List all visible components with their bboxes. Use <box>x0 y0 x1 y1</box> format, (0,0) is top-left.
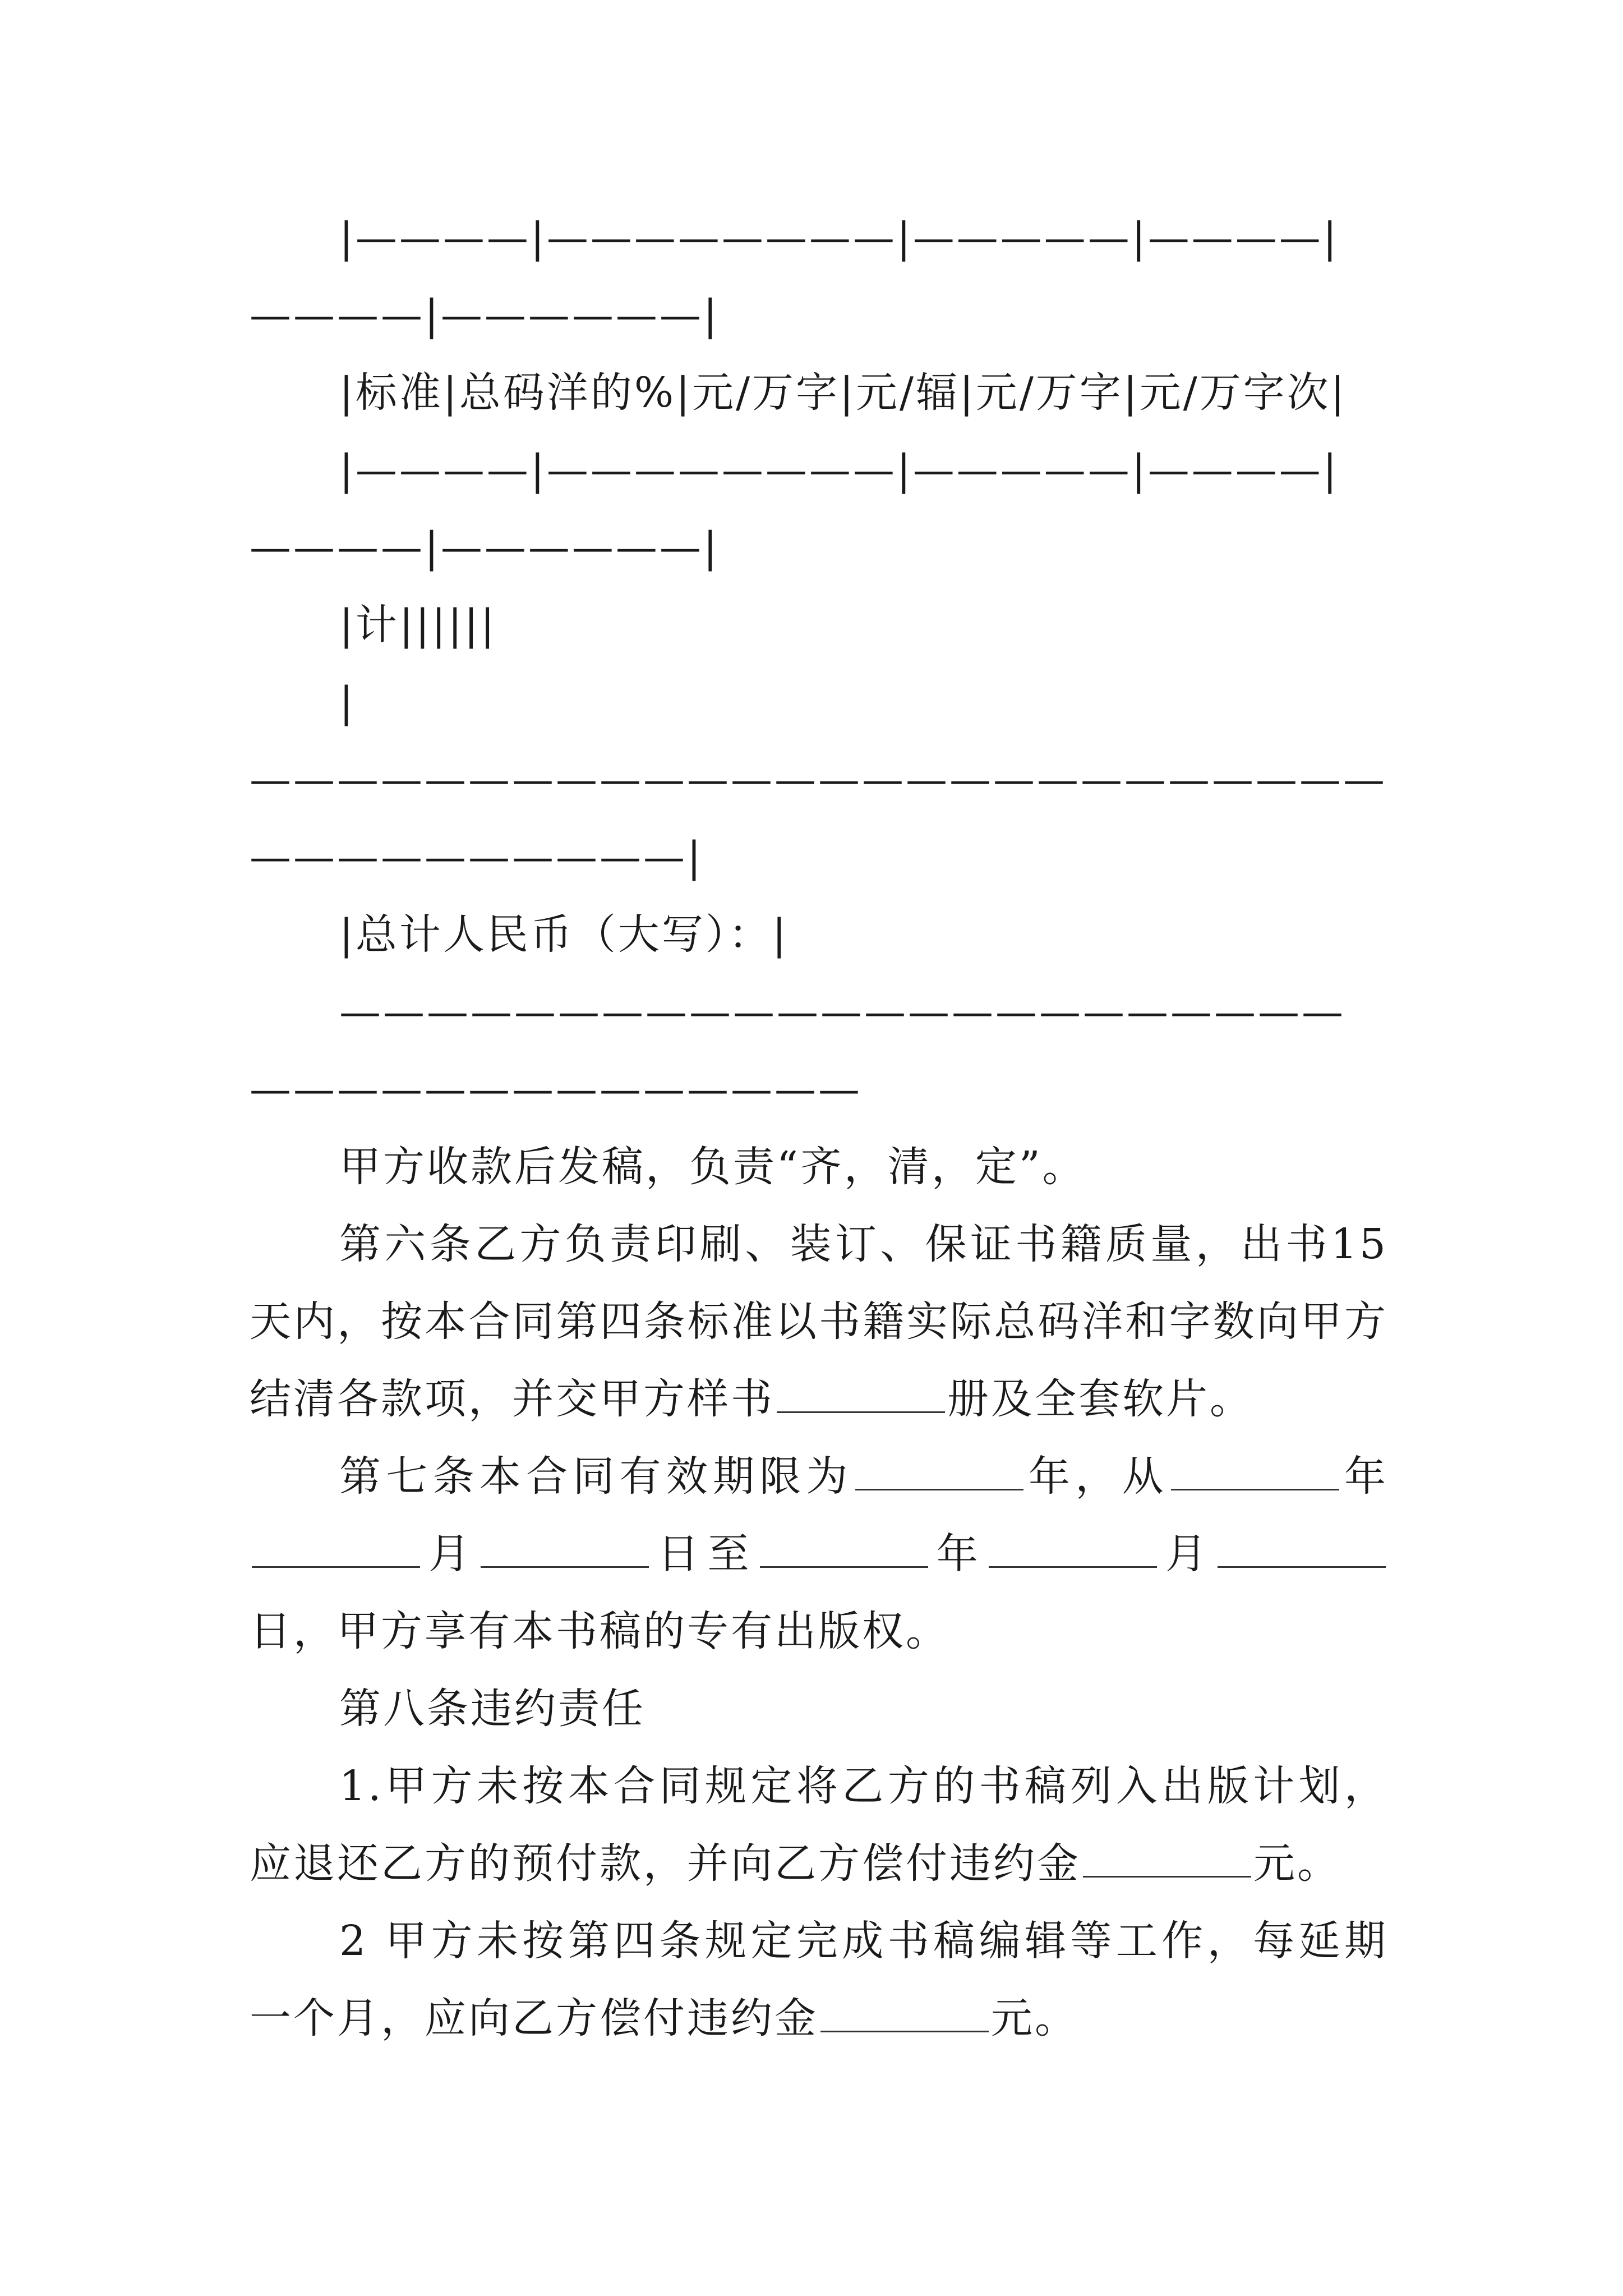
paragraph-text: 甲方收款后发稿，负责“齐，清，定”。 <box>339 1143 1086 1191</box>
fill-in-blank <box>252 1525 420 1568</box>
table-row-divider-middle: |————|————————|—————|————|————|——————| <box>250 446 1339 572</box>
heading-article-8 <box>250 1670 1388 1747</box>
fill-in-blank <box>1083 1834 1251 1878</box>
paragraph-text: 年 <box>1341 1452 1388 1501</box>
paragraph-text: 第八条违约责任 <box>339 1685 645 1733</box>
fill-in-blank <box>855 1447 1023 1490</box>
fill-in-blank <box>1218 1525 1386 1568</box>
paragraph-breach-2 <box>250 1902 1388 2057</box>
paragraph-text: 日至 <box>651 1530 758 1578</box>
paragraph-text: 年 <box>930 1530 986 1578</box>
fill-in-blank <box>1171 1447 1339 1490</box>
fill-in-blank <box>989 1525 1157 1568</box>
paragraph-text: 第六条乙方负责印刷、装订、保证书籍质量，出书15天内，按本合同第四条标准以书籍实际总码洋和字数向甲方结清各款项，并交甲方样书 <box>250 1220 1388 1423</box>
paragraph-text: 年，从 <box>1025 1452 1169 1501</box>
paragraph-article-7 <box>250 1438 1388 1670</box>
table-row-divider-top: |————|————————|—————|————|————|——————| <box>250 214 1339 339</box>
fill-in-blank <box>760 1525 928 1568</box>
table-row-total-cells: |计|||||| <box>339 601 497 649</box>
table-row-divider-long: |————————————————————————————————————| <box>250 678 1387 881</box>
table-row-standard: |标准|总码洋的%|元/万字|元/辐|元/万字|元/万字次| <box>339 369 1347 417</box>
paragraph-text: 第七条本合同有效期限为 <box>339 1452 853 1501</box>
paragraph-text: 月 <box>1159 1530 1216 1578</box>
paragraph-text: 月 <box>422 1530 479 1578</box>
table-row-divider-bottom: ————————————————————————————————————— <box>250 988 1345 1114</box>
paragraph-manuscript-delivery <box>250 1128 1388 1205</box>
paragraph-breach-1 <box>250 1747 1388 1902</box>
fill-in-blank <box>777 1370 945 1413</box>
document-body <box>250 199 1388 2057</box>
paragraph-text: 日，甲方享有本书稿的专有出版权。 <box>250 1607 949 1655</box>
fill-in-blank <box>820 1989 989 2032</box>
paragraph-text: 元。 <box>1253 1839 1341 1888</box>
paragraph-text: 元。 <box>991 1994 1078 2042</box>
paragraph-text: 1.甲方未按本合同规定将乙方的书稿列入出版计划，应退还乙方的预付款，并向乙方偿付违约金 <box>250 1762 1388 1888</box>
paragraph-article-6 <box>250 1205 1388 1438</box>
paragraph-text: 册及全套软片。 <box>947 1375 1253 1423</box>
paragraph-text: 2 甲方未按第四条规定完成书稿编辑等工作，每延期一个月，应向乙方偿付违约金 <box>250 1917 1388 2042</box>
table-row-total-rmb: |总计人民币（大写）：| <box>339 910 789 959</box>
fill-in-blank <box>481 1525 649 1568</box>
